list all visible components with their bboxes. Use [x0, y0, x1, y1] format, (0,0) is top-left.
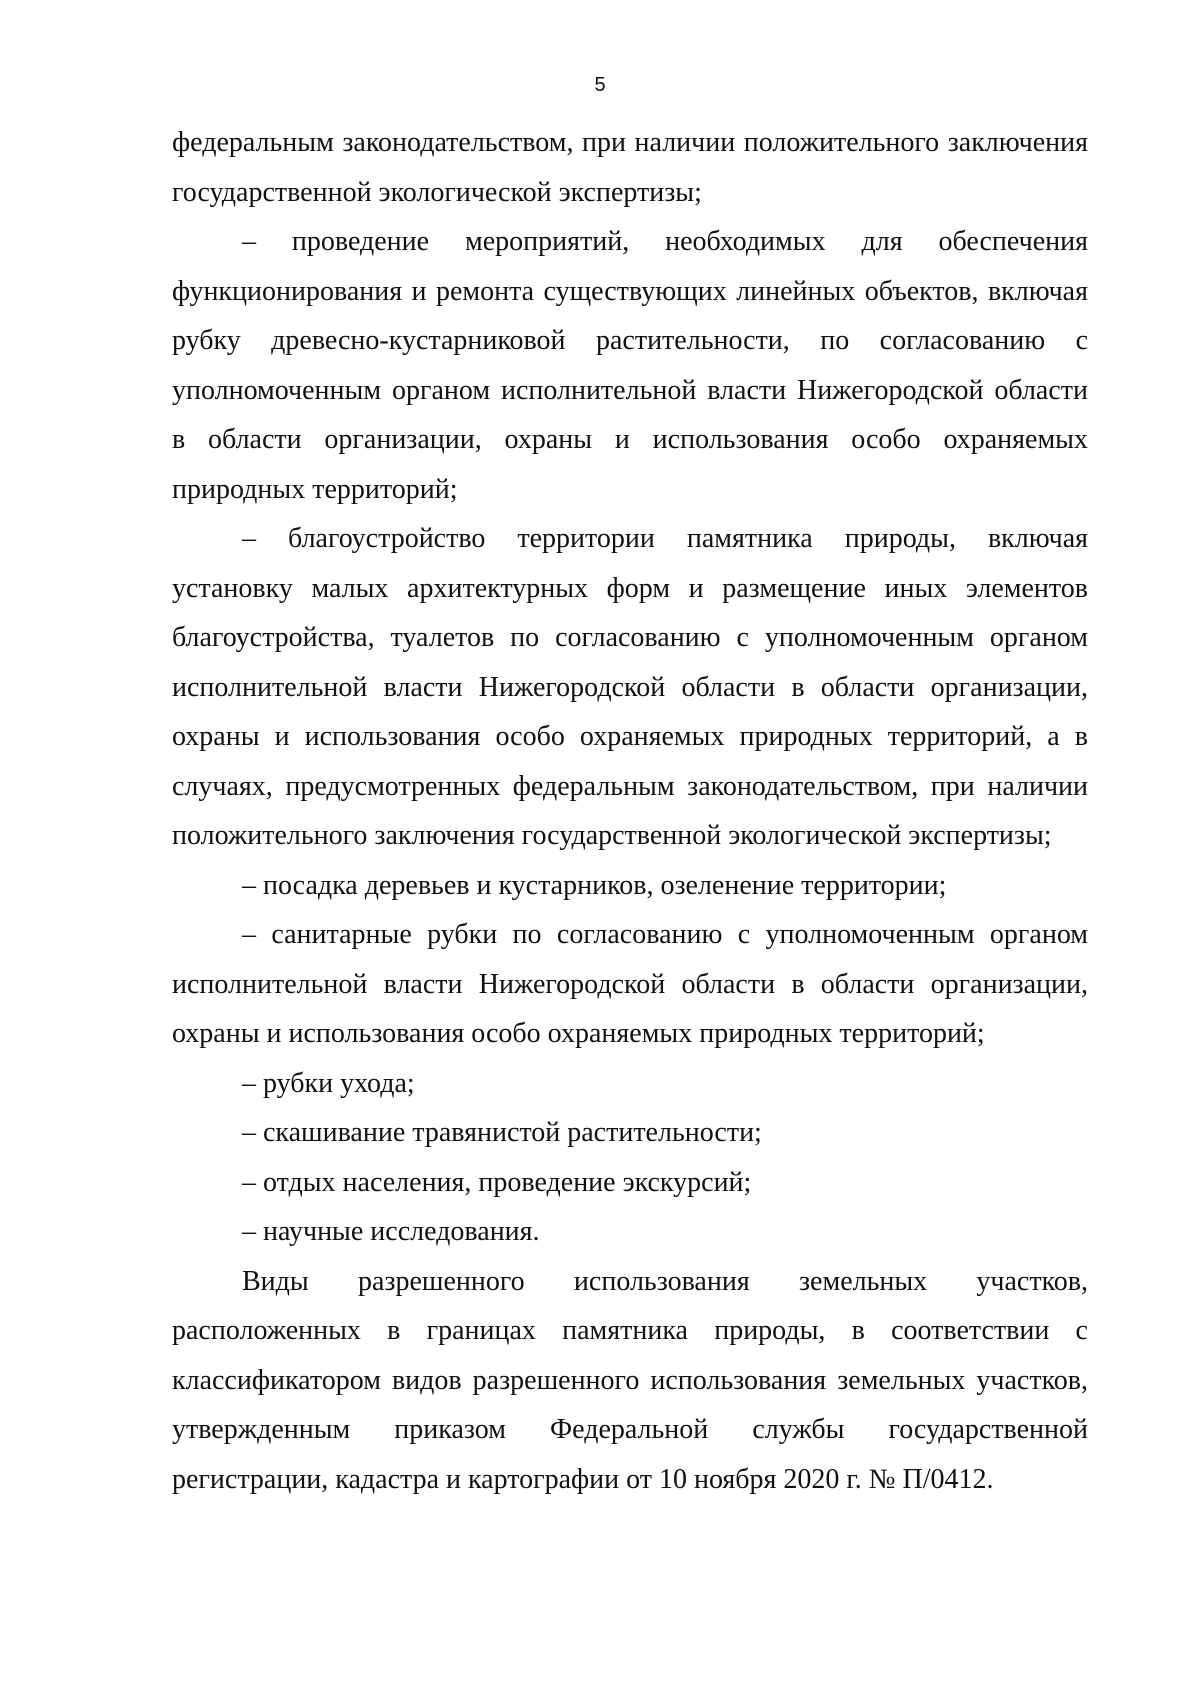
list-item: – отдых населения, проведение экскурсий;: [242, 1166, 752, 1198]
page-number: 5: [594, 74, 606, 96]
document-body: [172, 118, 1088, 1504]
list-item: – рубки ухода;: [242, 1067, 415, 1099]
paragraph: федеральным законодательством, при наличии положительного заключения государственной экологической экспертизы;: [172, 127, 1088, 208]
list-item: – проведение мероприятий, необходимых для обеспечения функционирования и ремонта существующих линейных объектов, включая рубку древесно-кустарниковой растительности, по согласованию с уполномоченным органом исполнительной власти Нижегородской области в области организации, охраны и использования особо охраняемых природных территорий;: [172, 226, 1088, 505]
list-item: – санитарные рубки по согласованию с уполномоченным органом исполнительной власти Нижегородской области в области организации, охраны и использования особо охраняемых природных территорий;: [172, 919, 1088, 1049]
list-item: – научные исследования.: [242, 1216, 540, 1247]
list-item: – благоустройство территории памятника природы, включая установку малых архитектурных форм и размещение иных элементов благоустройства, туалетов по согласованию с уполномоченным органом исполнительной власти Нижегородской области в области организации, охраны и использования особо охраняемых природных территорий, а в случаях, предусмотренных федеральным законодательством, при наличии положительного заключения государственной экологической экспертизы;: [172, 523, 1088, 851]
paragraph: Виды разрешенного использования земельных участков, расположенных в границах памятника природы, в соответствии с классификатором видов разрешенного использования земельных участков, утвержденным приказом Федеральной службы государственной регистрации, кадастра и картографии от 10 ноября 2020 г. № П/0412.: [172, 1265, 1088, 1495]
list-item: – скашивание травянистой растительности;: [242, 1117, 762, 1148]
list-item: – посадка деревьев и кустарников, озеленение территории;: [242, 869, 947, 901]
